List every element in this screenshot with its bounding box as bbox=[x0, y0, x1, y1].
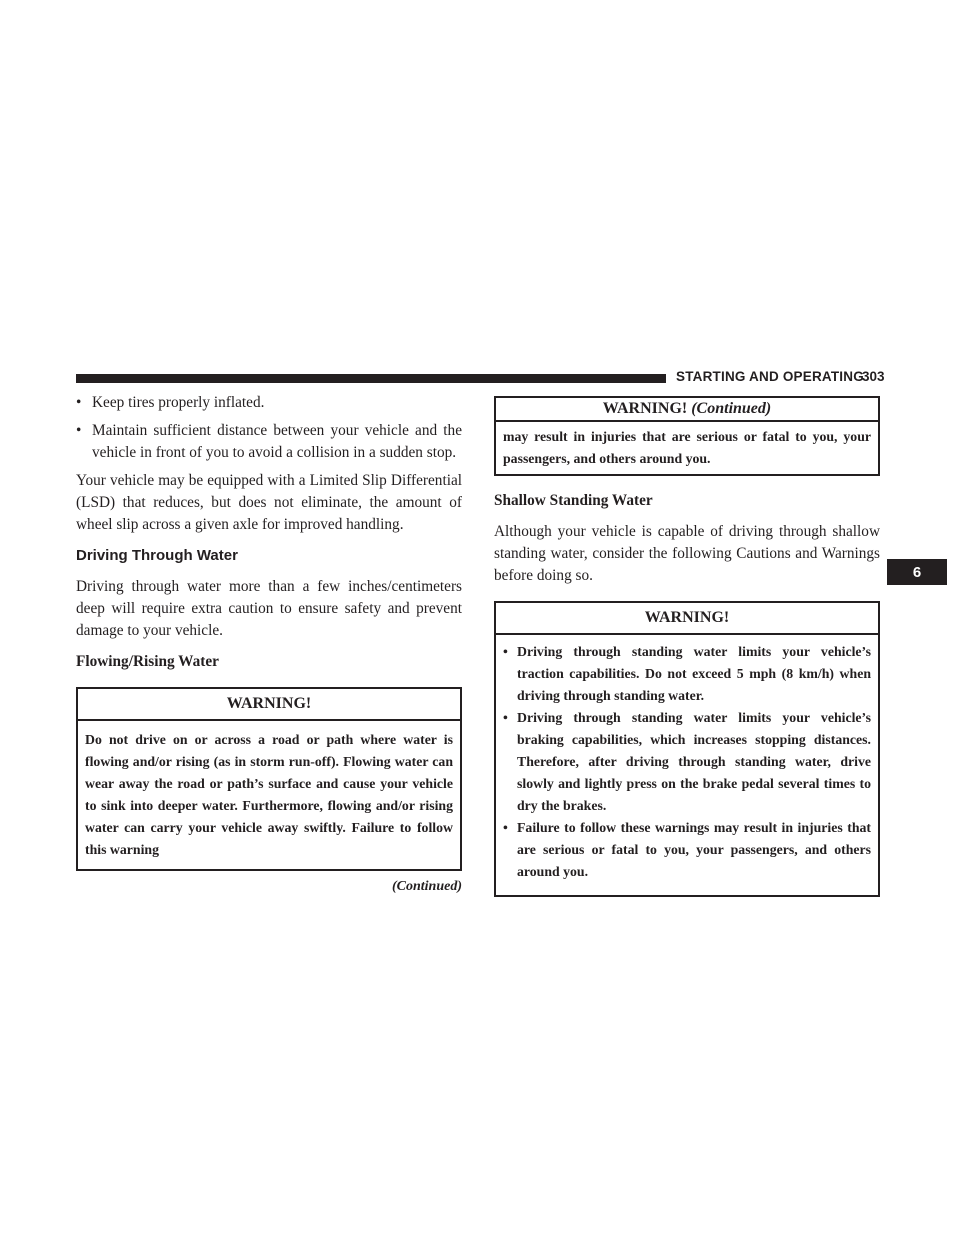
warning-body bbox=[496, 635, 878, 895]
bullet-glyph: • bbox=[76, 394, 82, 411]
bullet-text: Driving through standing water limits your vehicle’s traction capabilities. Do not exceed 5 mph (8 km/h) when driving through standing water. bbox=[517, 644, 871, 703]
warning-title: WARNING! bbox=[602, 400, 688, 417]
warning-box-continued bbox=[494, 396, 880, 476]
bullet-glyph: • bbox=[503, 644, 508, 659]
running-header-title: STARTING AND OPERATING bbox=[676, 369, 864, 384]
warning-box-flowing bbox=[76, 687, 462, 871]
warning-title: WARNING! bbox=[496, 603, 878, 635]
bullet-text: Keep tires properly inflated. bbox=[92, 394, 265, 411]
header-rule bbox=[76, 374, 666, 383]
bullet-glyph: • bbox=[503, 710, 508, 725]
list-item bbox=[503, 641, 871, 707]
warning-continued-suffix: (Continued) bbox=[691, 400, 772, 417]
continued-note: (Continued) bbox=[391, 879, 462, 894]
warning-box-shallow bbox=[494, 601, 880, 897]
warning-body bbox=[496, 422, 878, 474]
bullet-glyph: • bbox=[503, 820, 508, 835]
heading-flowing-rising-water: Flowing/Rising Water bbox=[76, 653, 219, 670]
bullet-glyph: • bbox=[76, 422, 82, 439]
warning-title: WARNING! bbox=[78, 689, 460, 721]
left-column bbox=[76, 392, 462, 895]
section-tab: 6 bbox=[887, 559, 947, 585]
list-item bbox=[76, 420, 462, 464]
list-item bbox=[76, 392, 462, 414]
shallow-paragraph: Although your vehicle is capable of driving through shallow standing water, consider the following Cautions and Warnings before doing so. bbox=[494, 523, 880, 584]
list-item bbox=[503, 707, 871, 817]
lsd-paragraph: Your vehicle may be equipped with a Limited Slip Differential (LSD) that reduces, but does not eliminate, the amount of wheel slip across a given axle for improved handling. bbox=[76, 472, 462, 533]
right-column bbox=[494, 396, 880, 905]
warning-text: Do not drive on or across a road or path where water is flowing and/or rising (as in storm run-off). Flowing water can wear away the road or path’s surface and cause your vehicle to sink into deeper water. Furthermore, flowing and/or rising water can carry your vehicle away swiftly. Failure to follow this warning bbox=[85, 732, 453, 857]
warning-body bbox=[78, 721, 460, 869]
bullet-text: Driving through standing water limits your vehicle’s braking capabilities, which increases stopping distances. Therefore, after driving through standing water, drive slowly and lightly press on the brake pedal several times to dry the brakes. bbox=[517, 710, 871, 813]
water-paragraph: Driving through water more than a few inches/centimeters deep will require extra caution to ensure safety and prevent damage to your vehicle. bbox=[76, 578, 462, 639]
bullet-text: Failure to follow these warnings may result in injuries that are serious or fatal to you, your passengers, and others around you. bbox=[517, 820, 871, 879]
warning-title-continued bbox=[496, 398, 878, 422]
heading-driving-through-water: Driving Through Water bbox=[76, 547, 238, 564]
bullet-text: Maintain sufficient distance between your vehicle and the vehicle in front of you to avoid a collision in a sudden stop. bbox=[92, 422, 462, 461]
page-number: 303 bbox=[862, 369, 885, 384]
warning-text: may result in injuries that are serious or fatal to you, your passengers, and others around you. bbox=[503, 429, 871, 466]
list-item bbox=[503, 817, 871, 883]
heading-shallow-standing-water: Shallow Standing Water bbox=[494, 492, 653, 509]
